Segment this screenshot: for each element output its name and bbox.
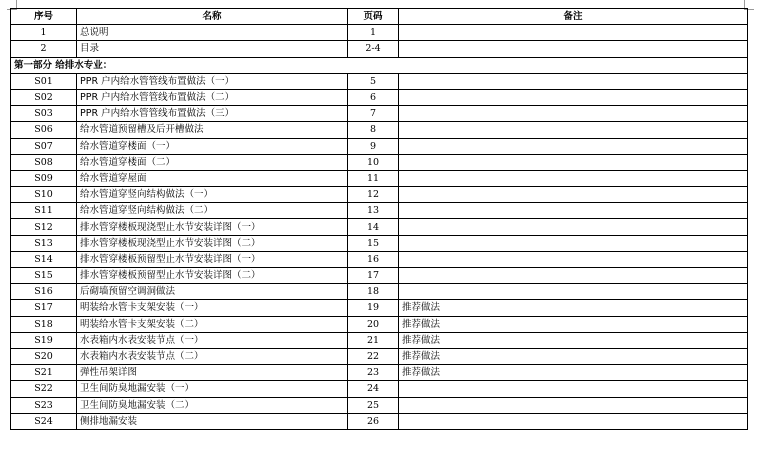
row-remark xyxy=(399,138,748,154)
table-row xyxy=(11,397,748,413)
row-name: 水表箱内水表安装节点（二） xyxy=(77,348,348,364)
table-row xyxy=(11,154,748,170)
table-row xyxy=(11,284,748,300)
table-row xyxy=(11,122,748,138)
row-page: 22 xyxy=(348,348,399,364)
row-page: 17 xyxy=(348,268,399,284)
row-number: S12 xyxy=(11,219,77,235)
row-remark xyxy=(399,106,748,122)
row-number: S10 xyxy=(11,187,77,203)
row-page: 15 xyxy=(348,235,399,251)
row-number: S11 xyxy=(11,203,77,219)
section-row xyxy=(11,57,748,73)
row-remark xyxy=(399,154,748,170)
row-name: 给水管道穿竖向结构做法（二） xyxy=(77,203,348,219)
row-name: PPR 户内给水管管线布置做法（一） xyxy=(77,73,348,89)
table-row xyxy=(11,235,748,251)
row-number: S15 xyxy=(11,268,77,284)
row-page: 9 xyxy=(348,138,399,154)
row-name: 侧排地漏安装 xyxy=(77,413,348,429)
row-number: S19 xyxy=(11,332,77,348)
row-number: S16 xyxy=(11,284,77,300)
table-row xyxy=(11,170,748,186)
row-page: 25 xyxy=(348,397,399,413)
row-name: 总说明 xyxy=(77,25,348,41)
row-remark: 推荐做法 xyxy=(399,365,748,381)
row-remark xyxy=(399,25,748,41)
table-row xyxy=(11,381,748,397)
row-number: S03 xyxy=(11,106,77,122)
row-number: S13 xyxy=(11,235,77,251)
row-number: S14 xyxy=(11,251,77,267)
row-page: 6 xyxy=(348,89,399,105)
row-remark xyxy=(399,219,748,235)
row-name: 目录 xyxy=(77,41,348,57)
row-number: S09 xyxy=(11,170,77,186)
table-row xyxy=(11,219,748,235)
table-row xyxy=(11,187,748,203)
table-row xyxy=(11,203,748,219)
header-no: 序号 xyxy=(11,9,77,25)
row-page: 16 xyxy=(348,251,399,267)
table-row xyxy=(11,413,748,429)
row-page: 2-4 xyxy=(348,41,399,57)
row-remark xyxy=(399,203,748,219)
row-name: PPR 户内给水管管线布置做法（二） xyxy=(77,89,348,105)
drawing-index-table xyxy=(10,8,748,430)
row-remark xyxy=(399,235,748,251)
row-number: S22 xyxy=(11,381,77,397)
row-name: 给水管道预留槽及后开槽做法 xyxy=(77,122,348,138)
row-name: 弹性吊架详图 xyxy=(77,365,348,381)
row-number: S20 xyxy=(11,348,77,364)
row-number: S21 xyxy=(11,365,77,381)
row-name: 水表箱内水表安装节点（一） xyxy=(77,332,348,348)
section-title: 第一部分 给排水专业： xyxy=(11,57,748,73)
header-remark: 备注 xyxy=(399,9,748,25)
row-number: S06 xyxy=(11,122,77,138)
row-page: 18 xyxy=(348,284,399,300)
row-name: PPR 户内给水管管线布置做法（三） xyxy=(77,106,348,122)
row-number: S01 xyxy=(11,73,77,89)
row-remark: 推荐做法 xyxy=(399,348,748,364)
row-page: 21 xyxy=(348,332,399,348)
row-page: 8 xyxy=(348,122,399,138)
row-remark xyxy=(399,122,748,138)
row-name: 排水管穿楼板预留型止水节安装详图（一） xyxy=(77,251,348,267)
row-name: 给水管道穿竖向结构做法（一） xyxy=(77,187,348,203)
row-page: 1 xyxy=(348,25,399,41)
row-name: 排水管穿楼板现浇型止水节安装详图（二） xyxy=(77,235,348,251)
table-row xyxy=(11,251,748,267)
row-remark xyxy=(399,381,748,397)
row-page: 23 xyxy=(348,365,399,381)
row-number: S23 xyxy=(11,397,77,413)
row-page: 10 xyxy=(348,154,399,170)
row-number: 1 xyxy=(11,25,77,41)
row-page: 24 xyxy=(348,381,399,397)
row-name: 后砌墙预留空调洞做法 xyxy=(77,284,348,300)
table-row xyxy=(11,41,748,57)
row-page: 13 xyxy=(348,203,399,219)
row-remark xyxy=(399,73,748,89)
row-remark xyxy=(399,41,748,57)
table-row xyxy=(11,300,748,316)
row-number: S08 xyxy=(11,154,77,170)
table-row xyxy=(11,365,748,381)
row-name: 明装给水管卡支架安装（二） xyxy=(77,316,348,332)
table-row xyxy=(11,89,748,105)
row-number: S02 xyxy=(11,89,77,105)
row-name: 给水管道穿楼面（一） xyxy=(77,138,348,154)
row-page: 7 xyxy=(348,106,399,122)
row-name: 卫生间防臭地漏安装（一） xyxy=(77,381,348,397)
row-page: 12 xyxy=(348,187,399,203)
row-page: 19 xyxy=(348,300,399,316)
row-remark xyxy=(399,413,748,429)
table-row xyxy=(11,268,748,284)
row-page: 5 xyxy=(348,73,399,89)
row-remark: 推荐做法 xyxy=(399,300,748,316)
row-name: 明装给水管卡支架安装（一） xyxy=(77,300,348,316)
row-remark xyxy=(399,251,748,267)
row-remark xyxy=(399,187,748,203)
row-number: 2 xyxy=(11,41,77,57)
table-row xyxy=(11,316,748,332)
row-number: S17 xyxy=(11,300,77,316)
header-name: 名称 xyxy=(77,9,348,25)
row-number: S07 xyxy=(11,138,77,154)
row-remark xyxy=(399,397,748,413)
row-remark xyxy=(399,284,748,300)
row-page: 11 xyxy=(348,170,399,186)
row-page: 14 xyxy=(348,219,399,235)
header-page: 页码 xyxy=(348,9,399,25)
row-number: S24 xyxy=(11,413,77,429)
table-row xyxy=(11,25,748,41)
table-body xyxy=(11,25,748,430)
row-name: 卫生间防臭地漏安装（二） xyxy=(77,397,348,413)
row-number: S18 xyxy=(11,316,77,332)
row-remark xyxy=(399,170,748,186)
table-row xyxy=(11,348,748,364)
row-name: 给水管道穿屋面 xyxy=(77,170,348,186)
table-row xyxy=(11,106,748,122)
table-row xyxy=(11,73,748,89)
row-remark xyxy=(399,268,748,284)
row-remark xyxy=(399,89,748,105)
table-row xyxy=(11,138,748,154)
row-remark: 推荐做法 xyxy=(399,332,748,348)
row-page: 20 xyxy=(348,316,399,332)
header-row xyxy=(11,9,748,25)
row-remark: 推荐做法 xyxy=(399,316,748,332)
table-row xyxy=(11,332,748,348)
row-name: 排水管穿楼板预留型止水节安装详图（二） xyxy=(77,268,348,284)
row-page: 26 xyxy=(348,413,399,429)
row-name: 排水管穿楼板现浇型止水节安装详图（一） xyxy=(77,219,348,235)
row-name: 给水管道穿楼面（二） xyxy=(77,154,348,170)
